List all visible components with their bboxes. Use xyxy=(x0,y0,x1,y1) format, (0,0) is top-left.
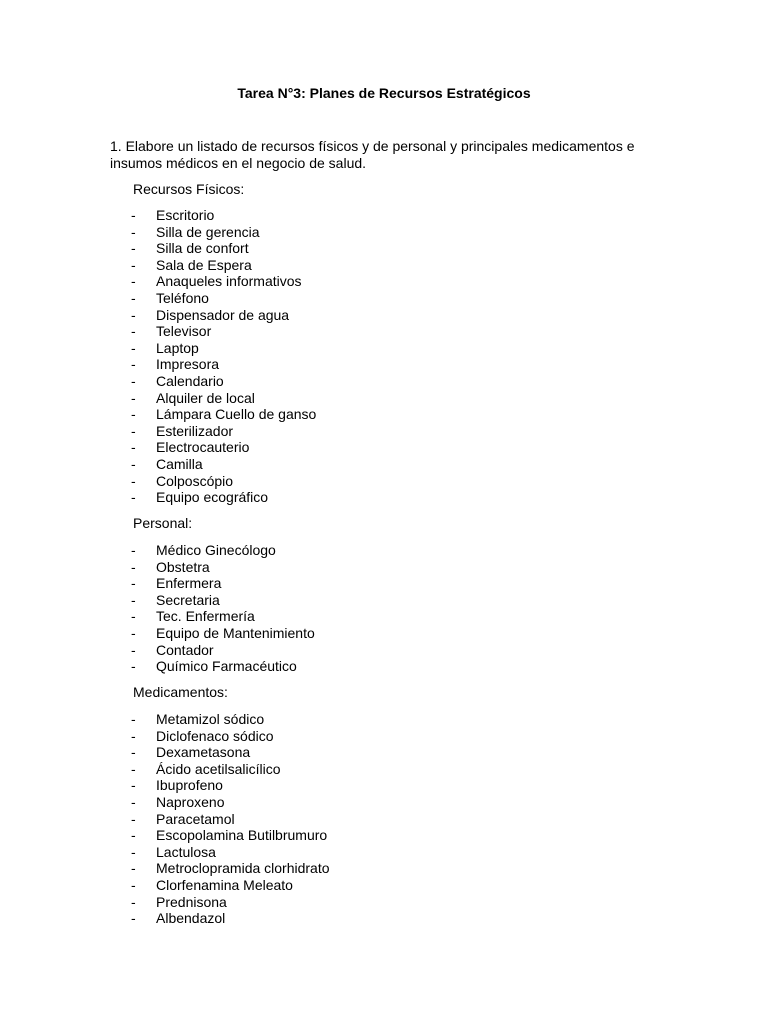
list-item-text: Alquiler de local xyxy=(156,389,255,406)
list-bullet: - xyxy=(131,793,136,810)
list-item xyxy=(131,827,330,844)
list-bullet: - xyxy=(131,372,136,389)
list-item-text: Naproxeno xyxy=(156,793,225,810)
list-bullet: - xyxy=(131,608,136,625)
list-item-text: Diclofenaco sódico xyxy=(156,727,274,744)
list-bullet: - xyxy=(131,744,136,761)
list-bullet: - xyxy=(131,876,136,893)
list-item xyxy=(131,290,316,307)
list-item-text: Escritorio xyxy=(156,207,215,223)
list-item-text: Teléfono xyxy=(156,289,209,306)
list-item xyxy=(131,794,330,811)
list-item xyxy=(131,224,316,241)
list-bullet: - xyxy=(131,406,136,423)
list-item-text: Impresora xyxy=(156,356,220,373)
list-item xyxy=(131,761,330,778)
list-item xyxy=(131,406,316,423)
list-item-text: Prednisona xyxy=(156,893,227,910)
list-item xyxy=(131,340,316,357)
list-item-text: Paracetamol xyxy=(156,810,235,827)
list-bullet: - xyxy=(131,810,136,827)
list-item xyxy=(131,910,330,927)
list-bullet: - xyxy=(131,289,136,306)
list-bullet: - xyxy=(131,860,136,877)
list-item-text: Médico Ginecólogo xyxy=(156,542,276,558)
list-bullet: - xyxy=(131,389,136,406)
list-bullet: - xyxy=(131,658,136,675)
list-item xyxy=(131,575,315,592)
list-item xyxy=(131,439,316,456)
list-item xyxy=(131,728,330,745)
list-bullet: - xyxy=(131,760,136,777)
list-item-text: Silla de confort xyxy=(156,240,249,257)
list-item-text: Electrocauterio xyxy=(156,439,250,456)
list-item xyxy=(131,307,316,324)
list-bullet: - xyxy=(131,777,136,794)
section-heading-recursos-fisicos: Recursos Físicos: xyxy=(133,181,245,197)
list-item xyxy=(131,844,330,861)
list-item-text: Laptop xyxy=(156,339,199,356)
list-item-text: Tec. Enfermería xyxy=(156,608,255,625)
list-item-text: Lámpara Cuello de ganso xyxy=(156,406,317,423)
list-item-text: Contador xyxy=(156,641,214,658)
list-item-text: Metroclopramida clorhidrato xyxy=(156,860,330,877)
list-bullet: - xyxy=(131,624,136,641)
list-bullet: - xyxy=(131,711,136,727)
list-item xyxy=(131,257,316,274)
list-bullet: - xyxy=(131,422,136,439)
list-bullet: - xyxy=(131,306,136,323)
list-item xyxy=(131,240,316,257)
list-item-text: Ibuprofeno xyxy=(156,777,223,794)
list-item-text: Clorfenamina Meleato xyxy=(156,876,293,893)
list-bullet: - xyxy=(131,472,136,489)
list-item xyxy=(131,542,315,559)
list-bullet: - xyxy=(131,542,136,558)
list-item-text: Enfermera xyxy=(156,575,222,592)
list-bullet: - xyxy=(131,223,136,240)
list-bullet: - xyxy=(131,575,136,592)
list-item-text: Equipo ecográfico xyxy=(156,489,269,506)
list-item-text: Silla de gerencia xyxy=(156,223,260,240)
document-title: Tarea N°3: Planes de Recursos Estratégicos xyxy=(237,85,531,101)
list-bullet: - xyxy=(131,207,136,223)
list-item xyxy=(131,323,316,340)
list-item xyxy=(131,559,315,576)
list-bullet: - xyxy=(131,843,136,860)
list-item xyxy=(131,456,316,473)
section-heading-personal: Personal: xyxy=(133,515,193,531)
list-item-text: Dispensador de agua xyxy=(156,306,290,323)
list-item-text: Sala de Espera xyxy=(156,256,252,273)
list-bullet: - xyxy=(131,240,136,257)
list-item xyxy=(131,207,316,224)
list-item-text: Lactulosa xyxy=(156,843,216,860)
intro-paragraph: 1. Elabore un listado de recursos físicos y de personal y principales medicamentos e insumos médicos en el negocio de salud. xyxy=(110,138,635,171)
list-item xyxy=(131,744,330,761)
list-item-text: Equipo de Mantenimiento xyxy=(156,624,315,641)
list-bullet: - xyxy=(131,827,136,844)
list-item xyxy=(131,658,315,675)
list-bullet: - xyxy=(131,455,136,472)
list-item xyxy=(131,811,330,828)
list-item-text: Camilla xyxy=(156,455,203,472)
list-bullet: - xyxy=(131,558,136,575)
list-item-text: Televisor xyxy=(156,323,212,340)
list-bullet: - xyxy=(131,356,136,373)
list-item-text: Ácido acetilsalicílico xyxy=(156,760,281,777)
list-item xyxy=(131,473,316,490)
list-bullet: - xyxy=(131,641,136,658)
list-item-text: Obstetra xyxy=(156,558,210,575)
list-item xyxy=(131,489,316,506)
list-item xyxy=(131,592,315,609)
list-item xyxy=(131,711,330,728)
list-item xyxy=(131,860,330,877)
list-bullet: - xyxy=(131,256,136,273)
list-bullet: - xyxy=(131,439,136,456)
list-item xyxy=(131,273,316,290)
list-recursos-fisicos xyxy=(131,207,316,506)
list-bullet: - xyxy=(131,727,136,744)
list-bullet: - xyxy=(131,910,136,927)
list-item xyxy=(131,390,316,407)
list-item-text: Anaqueles informativos xyxy=(156,273,302,290)
list-item-text: Dexametasona xyxy=(156,744,251,761)
list-medicamentos xyxy=(131,711,330,927)
list-item xyxy=(131,423,316,440)
list-bullet: - xyxy=(131,339,136,356)
list-bullet: - xyxy=(131,893,136,910)
list-item xyxy=(131,777,330,794)
list-item-text: Albendazol xyxy=(156,910,226,927)
list-item-text: Esterilizador xyxy=(156,422,234,439)
list-bullet: - xyxy=(131,273,136,290)
list-item xyxy=(131,877,330,894)
list-personal xyxy=(131,542,315,675)
list-bullet: - xyxy=(131,591,136,608)
list-bullet: - xyxy=(131,323,136,340)
list-item xyxy=(131,642,315,659)
list-item-text: Secretaria xyxy=(156,591,220,608)
list-item-text: Escopolamina Butilbrumuro xyxy=(156,827,328,844)
list-item-text: Químico Farmacéutico xyxy=(156,658,297,675)
list-item xyxy=(131,625,315,642)
list-item xyxy=(131,356,316,373)
list-item-text: Metamizol sódico xyxy=(156,711,265,727)
list-item-text: Calendario xyxy=(156,372,224,389)
list-item xyxy=(131,894,330,911)
list-item xyxy=(131,608,315,625)
list-item xyxy=(131,373,316,390)
list-item-text: Colposcópio xyxy=(156,472,234,489)
section-heading-medicamentos: Medicamentos: xyxy=(133,684,228,700)
list-bullet: - xyxy=(131,489,136,506)
